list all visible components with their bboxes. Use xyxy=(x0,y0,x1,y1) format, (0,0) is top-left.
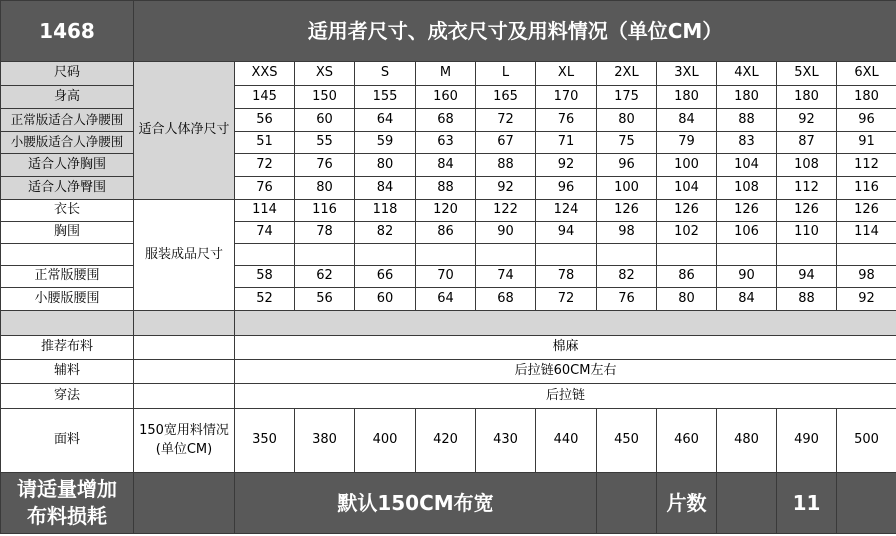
table-cell: 56 xyxy=(295,288,355,311)
default-fabric-width: 默认150CM布宽 xyxy=(235,473,597,534)
table-cell: 82 xyxy=(355,222,416,244)
table-cell: 76 xyxy=(235,177,295,200)
table-cell: 56 xyxy=(235,109,295,132)
info-empty-cell xyxy=(134,336,235,360)
table-cell: 68 xyxy=(416,109,476,132)
info-row xyxy=(1,360,896,384)
row-label xyxy=(1,244,134,266)
table-cell: 82 xyxy=(597,266,657,288)
fabric-usage-label xyxy=(134,409,235,473)
table-cell: 98 xyxy=(597,222,657,244)
size-header: 5XL xyxy=(777,62,837,86)
table-cell: 80 xyxy=(355,154,416,177)
table-cell: 116 xyxy=(295,200,355,222)
table-cell: 84 xyxy=(416,154,476,177)
table-cell xyxy=(295,244,355,266)
table-row xyxy=(1,200,896,222)
row-label: 胸围 xyxy=(1,222,134,244)
table-cell xyxy=(416,244,476,266)
table-cell: 96 xyxy=(536,177,597,200)
table-cell: 94 xyxy=(536,222,597,244)
table-cell: 100 xyxy=(597,177,657,200)
table-cell: 76 xyxy=(295,154,355,177)
table-cell: 92 xyxy=(837,288,896,311)
table-cell xyxy=(837,244,896,266)
table-cell: 74 xyxy=(235,222,295,244)
size-header: XS xyxy=(295,62,355,86)
info-value: 后拉链 xyxy=(235,384,896,409)
footer-empty-cell xyxy=(717,473,777,534)
table-cell: 62 xyxy=(295,266,355,288)
table-cell xyxy=(657,244,717,266)
table-cell: 500 xyxy=(837,409,896,473)
size-header: 6XL xyxy=(837,62,896,86)
table-cell: 170 xyxy=(536,86,597,109)
spacer-cell xyxy=(235,311,896,336)
table-cell: 84 xyxy=(657,109,717,132)
table-cell: 460 xyxy=(657,409,717,473)
table-cell: 104 xyxy=(717,154,777,177)
size-row xyxy=(1,62,896,86)
table-cell: 100 xyxy=(657,154,717,177)
info-row xyxy=(1,384,896,409)
table-cell: 84 xyxy=(355,177,416,200)
info-label: 推荐布料 xyxy=(1,336,134,360)
body-group-label: 适合人体净尺寸 xyxy=(134,62,235,200)
table-cell: 64 xyxy=(416,288,476,311)
pieces-label: 片数 xyxy=(657,473,717,534)
table-cell: 92 xyxy=(536,154,597,177)
table-cell: 79 xyxy=(657,132,717,154)
table-cell: 72 xyxy=(536,288,597,311)
loss-note-line1: 请适量增加 xyxy=(17,477,117,501)
fabric-label: 面料 xyxy=(1,409,134,473)
info-empty-cell xyxy=(134,360,235,384)
size-header: S xyxy=(355,62,416,86)
info-label: 辅料 xyxy=(1,360,134,384)
table-cell: 180 xyxy=(717,86,777,109)
table-cell: 80 xyxy=(597,109,657,132)
table-cell: 430 xyxy=(476,409,536,473)
table-cell: 150 xyxy=(295,86,355,109)
table-cell: 80 xyxy=(295,177,355,200)
table-cell: 180 xyxy=(777,86,837,109)
table-cell: 122 xyxy=(476,200,536,222)
table-cell: 165 xyxy=(476,86,536,109)
table-cell: 400 xyxy=(355,409,416,473)
table-cell: 440 xyxy=(536,409,597,473)
table-cell: 480 xyxy=(717,409,777,473)
table-cell: 88 xyxy=(777,288,837,311)
footer-empty-cell xyxy=(597,473,657,534)
fabric-row xyxy=(1,409,896,473)
table-cell: 114 xyxy=(837,222,896,244)
footer-empty-cell xyxy=(134,473,235,534)
spacer-cell xyxy=(134,311,235,336)
table-cell: 83 xyxy=(717,132,777,154)
table-cell: 145 xyxy=(235,86,295,109)
table-cell: 104 xyxy=(657,177,717,200)
table-cell: 94 xyxy=(777,266,837,288)
row-label: 衣长 xyxy=(1,200,134,222)
table-cell: 92 xyxy=(476,177,536,200)
fabric-usage-line2: (单位CM) xyxy=(155,441,213,457)
table-cell: 51 xyxy=(235,132,295,154)
table-cell: 90 xyxy=(476,222,536,244)
table-cell: 58 xyxy=(235,266,295,288)
table-cell: 72 xyxy=(476,109,536,132)
table-cell xyxy=(235,244,295,266)
table-cell: 86 xyxy=(657,266,717,288)
table-cell xyxy=(597,244,657,266)
table-cell: 112 xyxy=(837,154,896,177)
table-cell: 102 xyxy=(657,222,717,244)
footer-empty-cell xyxy=(837,473,896,534)
table-cell: 108 xyxy=(777,154,837,177)
row-label: 正常版适合人净腰围 xyxy=(1,109,134,132)
table-cell: 120 xyxy=(416,200,476,222)
size-header: M xyxy=(416,62,476,86)
pieces-value: 11 xyxy=(777,473,837,534)
table-cell: 88 xyxy=(476,154,536,177)
table-cell: 96 xyxy=(597,154,657,177)
spacer-row xyxy=(1,311,896,336)
table-cell: 71 xyxy=(536,132,597,154)
table-cell: 420 xyxy=(416,409,476,473)
table-cell: 92 xyxy=(777,109,837,132)
table-cell: 55 xyxy=(295,132,355,154)
size-header: 4XL xyxy=(717,62,777,86)
table-cell: 60 xyxy=(295,109,355,132)
table-cell: 180 xyxy=(657,86,717,109)
row-label: 正常版腰围 xyxy=(1,266,134,288)
header-row xyxy=(1,1,896,62)
table-cell: 86 xyxy=(416,222,476,244)
table-cell: 124 xyxy=(536,200,597,222)
table-cell: 490 xyxy=(777,409,837,473)
table-cell: 64 xyxy=(355,109,416,132)
table-cell: 67 xyxy=(476,132,536,154)
row-label: 适合人净臀围 xyxy=(1,177,134,200)
table-cell: 160 xyxy=(416,86,476,109)
table-cell xyxy=(536,244,597,266)
table-cell: 98 xyxy=(837,266,896,288)
size-header: XL xyxy=(536,62,597,86)
table-cell: 175 xyxy=(597,86,657,109)
table-cell: 87 xyxy=(777,132,837,154)
table-cell: 78 xyxy=(536,266,597,288)
table-cell: 450 xyxy=(597,409,657,473)
row-label: 适合人净胸围 xyxy=(1,154,134,177)
table-cell: 63 xyxy=(416,132,476,154)
table-cell xyxy=(777,244,837,266)
table-cell: 90 xyxy=(717,266,777,288)
table-cell: 66 xyxy=(355,266,416,288)
table-cell: 126 xyxy=(717,200,777,222)
table-cell: 78 xyxy=(295,222,355,244)
info-empty-cell xyxy=(134,384,235,409)
fabric-usage-line1: 150宽用料情况 xyxy=(139,422,229,438)
size-header: XXS xyxy=(235,62,295,86)
table-cell xyxy=(476,244,536,266)
model-number: 1468 xyxy=(1,1,134,62)
table-cell: 350 xyxy=(235,409,295,473)
height-label: 身高 xyxy=(1,86,134,109)
spacer-cell xyxy=(1,311,134,336)
table-cell: 106 xyxy=(717,222,777,244)
table-cell xyxy=(717,244,777,266)
table-cell: 112 xyxy=(777,177,837,200)
table-cell: 126 xyxy=(777,200,837,222)
table-cell: 180 xyxy=(837,86,896,109)
table-cell: 74 xyxy=(476,266,536,288)
table-cell: 75 xyxy=(597,132,657,154)
size-header: L xyxy=(476,62,536,86)
loss-note-line2: 布料损耗 xyxy=(27,504,107,528)
table-cell: 126 xyxy=(657,200,717,222)
info-label: 穿法 xyxy=(1,384,134,409)
table-cell: 76 xyxy=(597,288,657,311)
info-value: 后拉链60CM左右 xyxy=(235,360,896,384)
table-cell: 76 xyxy=(536,109,597,132)
table-cell: 91 xyxy=(837,132,896,154)
table-cell: 68 xyxy=(476,288,536,311)
table-cell: 126 xyxy=(837,200,896,222)
table-cell: 155 xyxy=(355,86,416,109)
size-header: 2XL xyxy=(597,62,657,86)
info-value: 棉麻 xyxy=(235,336,896,360)
table-cell: 72 xyxy=(235,154,295,177)
size-label: 尺码 xyxy=(1,62,134,86)
table-cell: 110 xyxy=(777,222,837,244)
table-cell: 70 xyxy=(416,266,476,288)
table-cell: 108 xyxy=(717,177,777,200)
table-cell: 380 xyxy=(295,409,355,473)
size-header: 3XL xyxy=(657,62,717,86)
table-cell: 118 xyxy=(355,200,416,222)
table-cell: 84 xyxy=(717,288,777,311)
table-cell: 96 xyxy=(837,109,896,132)
table-cell: 88 xyxy=(717,109,777,132)
table-cell xyxy=(355,244,416,266)
row-label: 小腰版腰围 xyxy=(1,288,134,311)
table-cell: 114 xyxy=(235,200,295,222)
garment-group-label: 服装成品尺寸 xyxy=(134,200,235,311)
table-cell: 80 xyxy=(657,288,717,311)
table-cell: 126 xyxy=(597,200,657,222)
table-cell: 59 xyxy=(355,132,416,154)
footer-row xyxy=(1,473,896,534)
sheet-title: 适用者尺寸、成衣尺寸及用料情况（单位CM） xyxy=(134,1,896,62)
loss-note xyxy=(1,473,134,534)
info-row xyxy=(1,336,896,360)
table-cell: 116 xyxy=(837,177,896,200)
row-label: 小腰版适合人净腰围 xyxy=(1,132,134,154)
table-cell: 52 xyxy=(235,288,295,311)
table-cell: 60 xyxy=(355,288,416,311)
table-cell: 88 xyxy=(416,177,476,200)
